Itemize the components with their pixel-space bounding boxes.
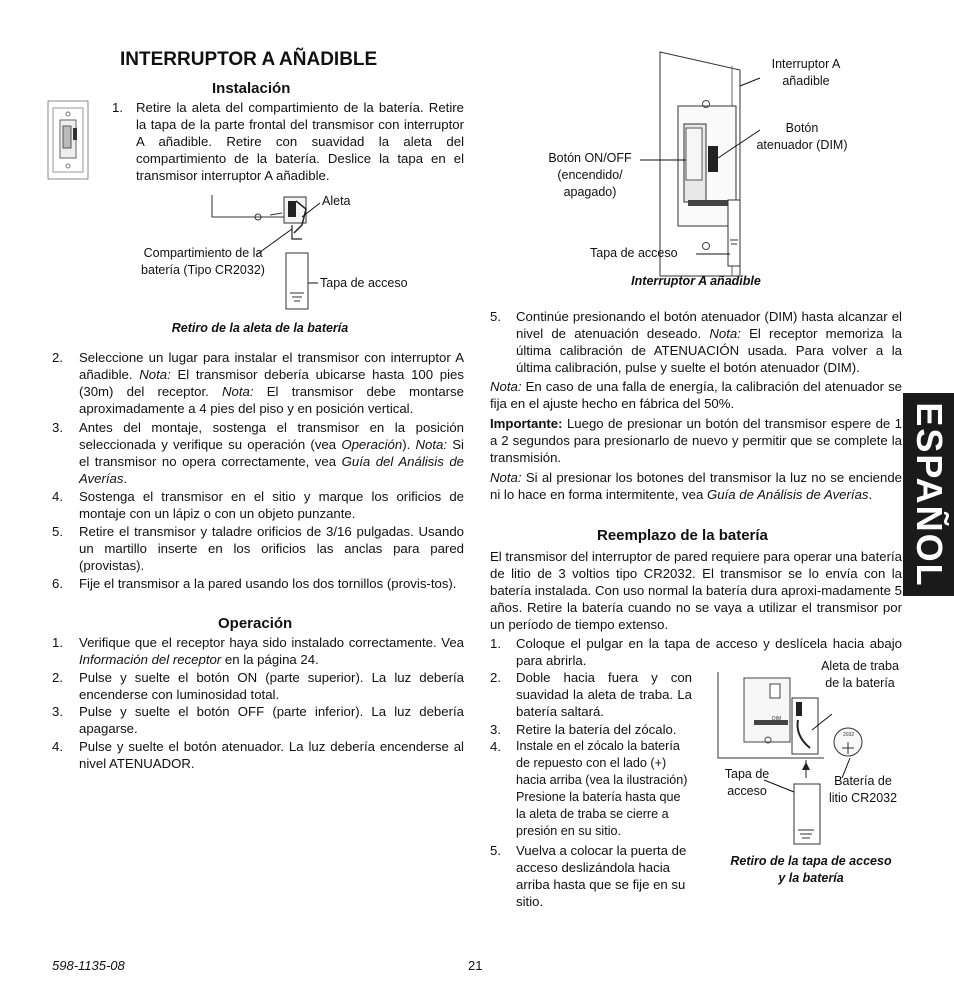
operation-heading: Operación (218, 615, 293, 632)
op-step4: Pulse y suelte el botón atenuador. La luz debería encenderse al nivel ATENUADOR. (79, 739, 464, 771)
batt-step1: Coloque el pulgar en la tapa de acceso y deslícela hacia abajo para abrirla. (516, 636, 902, 668)
label-switch-access: Tapa de acceso (590, 246, 678, 260)
op-nota2-end: . (868, 487, 873, 502)
op-step5-number: 5. (490, 309, 501, 324)
doc-number: 598-1135-08 (52, 958, 125, 973)
batt-step2: Doble hacia fuera y con suavidad la aleta de traba. La batería saltará. (516, 670, 692, 719)
install-step3-ref2: Guía del Análisis de Averías (79, 454, 464, 486)
label-aleta: Aleta (322, 194, 351, 208)
op-step5-a: Continúe presionando el botón atenuador (DIM) hasta alcanzar el nivel de atenuación deseado. (516, 309, 902, 341)
install-step2 (79, 349, 464, 417)
install-step3-d: . (123, 471, 128, 486)
battery-figure (714, 670, 864, 848)
battery-heading: Reemplazo de la batería (597, 527, 768, 544)
install-step3-b: ). (402, 437, 411, 452)
install-step1: Retire la aleta del compartimiento de la batería. Retire la tapa de la parte frontal del transmisor con interruptor A añadible. Retire con suavidad la aleta del compartimiento de la batería. Deslice la tapa en el transmisor interruptor A añadible. (136, 100, 464, 183)
figure1-caption: Retiro de la aleta de la batería (171, 321, 349, 335)
install-step6-number: 6. (52, 576, 63, 591)
battery-plate-label: DIM (772, 716, 782, 722)
batt-step1-number: 1. (490, 636, 501, 651)
op-nota1-label: Nota: (490, 379, 522, 394)
op-step5-nota: Nota: (709, 326, 741, 341)
install-step4: Sostenga el transmisor en el sitio y marque los orificios de montaje con un lápiz o con un objeto punzante. (79, 489, 464, 521)
op-step5 (516, 308, 902, 376)
op-step1 (79, 634, 464, 668)
install-step6: Fije el transmisor a la pared usando los dos tornillos (provis-tos). (79, 576, 457, 591)
label-battery-latch: Aleta de traba de la batería (821, 659, 899, 690)
switch-thumbnail (47, 100, 89, 180)
switch-figure (640, 50, 760, 278)
op-step3: Pulse y suelte el botón OFF (parte inferior). La luz debería apagarse. (79, 704, 464, 736)
batt-step4: Instale en el zócalo la batería de repuesto con el lado (+) hacia arriba (vea la ilustración) Presione la batería hasta que la aleta de traba se cierre a presión en su sitio. (516, 739, 688, 838)
install-step2-c: El transmisor debe montarse aproximadamente a 4 pies del piso y en posición vertical. (79, 384, 464, 416)
page-number: 21 (468, 958, 483, 973)
install-step3-number: 3. (52, 420, 63, 435)
language-tab-label: ESPAÑOL (908, 401, 950, 588)
battery-intro: El transmisor del interruptor de pared requiere para operar una batería de litio de 3 voltios tipo CR2032. El transmisor se lo envía con la batería instalada. Con uso normal la batería dura aproxi-madamente 5 años. Retire la batería cuando no se vaya a utilizar el transmisor por un período de tiempo extenso. (490, 549, 902, 632)
label-battery-cell: Batería de litio CR2032 (828, 774, 898, 805)
op-step1-a: Verifique que el receptor haya sido instalado correctamente. Vea (79, 635, 464, 650)
install-step2-a: Seleccione un lugar para instalar el transmisor con interruptor A añadible. (79, 350, 464, 382)
label-switch: Interruptor A añadible (771, 57, 841, 88)
op-step2-number: 2. (52, 670, 63, 685)
batt-step3-number: 3. (490, 722, 501, 737)
label-battery-access: Tapa de acceso (724, 767, 770, 798)
op-step3-number: 3. (52, 704, 63, 719)
op-step4-number: 4. (52, 739, 63, 754)
install-step3-ref: Operación (341, 437, 403, 452)
op-nota2-text: Si al presionar los botones del transmisor la luz no se enciende ni lo hace en forma intermitente, vea (490, 470, 902, 502)
install-step5-number: 5. (52, 524, 63, 539)
batt-step4-number: 4. (490, 739, 501, 754)
op-nota2-ref: Guía de Análisis de Averías (706, 487, 869, 502)
batt-step2-number: 2. (490, 670, 501, 685)
install-step3-c: Si el transmisor no opera correctamente, vea (79, 437, 464, 469)
batt-step5: Vuelva a colocar la puerta de acceso deslizándola hacia arriba hasta que se fije en su sitio. (516, 843, 687, 909)
install-step3 (79, 419, 464, 487)
batt-step3: Retire la batería del zócalo. (516, 722, 677, 737)
op-step1-b: en la página 24. (224, 652, 319, 667)
label-dim-button: Botón atenuador (DIM) (756, 121, 848, 152)
op-nota1 (490, 378, 902, 412)
install-step5: Retire el transmisor y taladre orificios de 3/16 pulgadas. Usando un martillo inserte en los orificios las anclas para pared (provistas). (79, 524, 464, 573)
page-title: INTERRUPTOR A AÑADIBLE (120, 49, 378, 70)
battery-figure-caption: Retiro de la tapa de acceso y la batería (730, 854, 892, 885)
op-step2: Pulse y suelte el botón ON (parte superior). La luz debería encenderse con luminosidad total. (79, 670, 464, 702)
op-nota2-label: Nota: (490, 470, 522, 485)
install-step2-b: El transmisor debería ubicarse hasta 100 pies (30m) del receptor. (79, 367, 464, 399)
op-nota2 (490, 469, 902, 503)
op-step1-number: 1. (52, 635, 63, 650)
op-importante-text: Luego de presionar un botón del transmisor espere de 1 a 2 segundos para presionarlo de nuevo y permitir que se complete la transmisión. (490, 416, 902, 465)
language-tab (903, 393, 954, 596)
install-step3-nota: Nota: (415, 437, 448, 452)
install-step2-number: 2. (52, 350, 63, 365)
install-step1-number: 1. (112, 100, 123, 115)
batt-step5-number: 5. (490, 843, 501, 858)
label-onoff-button: Botón ON/OFF (encendido/ apagado) (548, 151, 632, 199)
label-access-cover: Tapa de acceso (320, 276, 408, 290)
op-importante (490, 415, 902, 466)
install-step2-nota2: Nota: (222, 384, 254, 399)
battery-cell-label: 2032 (843, 732, 855, 738)
op-importante-label: Importante: (490, 416, 563, 431)
installation-heading: Instalación (212, 80, 291, 97)
switch-figure-caption: Interruptor A añadible (631, 274, 761, 288)
op-step1-ref: Información del receptor (79, 652, 222, 667)
op-step5-b: El receptor memoriza la última calibración de ATENUACIÓN usada. Para volver a la última calibración, pulse y suelte el botón atenuador (DIM). (516, 326, 902, 375)
label-battery-compartment: Compartimiento de la batería (Tipo CR2032) (141, 246, 265, 277)
install-step4-number: 4. (52, 489, 63, 504)
op-nota1-text: En caso de una falla de energía, la calibración del atenuador se fija en el ajuste hecho en fábrica del 50%. (490, 379, 902, 411)
install-step3-a: Antes del montaje, sostenga el transmisor en la posición seleccionada y verifique su operación (vea (79, 420, 464, 452)
install-step2-nota1: Nota: (139, 367, 171, 382)
